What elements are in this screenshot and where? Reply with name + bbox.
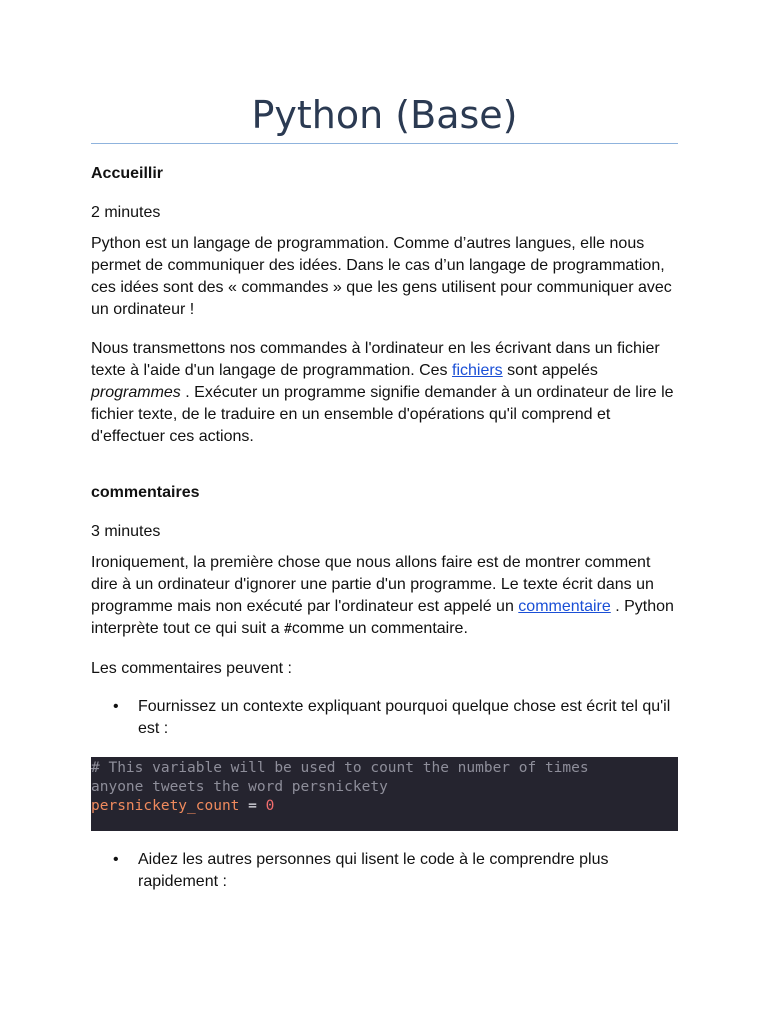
code-operator: = <box>239 798 266 814</box>
commentaire-link[interactable]: commentaire <box>518 598 611 615</box>
page-title: Python (Base) <box>251 93 518 137</box>
list-item-text: Fournissez un contexte expliquant pourquoi quelque chose est écrit tel qu'il est : <box>138 698 671 737</box>
section-paragraph <box>91 338 678 448</box>
section-paragraph: Python est un langage de programmation. Comme d’autres langues, elle nous permet de communiquer des idées. Dans le cas d’un langage de programmation, ces idées sont des « commandes » que les gens utilisent pour communiquer avec un ordinateur ! <box>91 235 672 318</box>
section-duration: 2 minutes <box>91 204 161 221</box>
code-variable: persnickety_count <box>91 798 240 814</box>
section-heading-accueillir: Accueillir <box>91 165 164 182</box>
paragraph-text: sont appelés <box>502 362 598 379</box>
list-item <box>91 849 678 893</box>
paragraph-text: . Python interprète tout ce qui suit a <box>91 598 674 637</box>
code-comment: # This variable will be used to count the number of times <box>91 760 589 776</box>
list-item <box>91 696 678 740</box>
paragraph-text: Ironiquement, la première chose que nous allons faire est de montrer comment dire à un ordinateur d'ignorer une partie d'un programme. Le texte écrit dans un programme mais non exécuté par l'ordinateur est appelé un <box>91 554 654 615</box>
list-item-text: Aidez les autres personnes qui lisent le code à le comprendre plus rapidement : <box>138 851 609 890</box>
emphasis-text: programmes <box>91 384 181 401</box>
paragraph-text: comme un commentaire. <box>291 620 468 637</box>
code-number: 0 <box>265 798 275 814</box>
fichiers-link[interactable]: fichiers <box>452 362 503 379</box>
document-page <box>91 0 678 893</box>
section-duration: 3 minutes <box>91 523 161 540</box>
section-paragraph: Les commentaires peuvent : <box>91 660 292 677</box>
bullet-list <box>91 849 678 893</box>
bullet-list <box>91 696 678 740</box>
section-paragraph <box>91 552 678 641</box>
section-heading-commentaires: commentaires <box>91 484 200 501</box>
title-underline <box>91 143 678 144</box>
inline-code: # <box>284 622 292 637</box>
code-block <box>91 757 678 831</box>
bullet-icon: • <box>113 698 119 715</box>
paragraph-text: Nous transmettons nos commandes à l'ordinateur en les écrivant dans un fichier texte à l'aide d'un langage de programmation. Ces <box>91 340 660 379</box>
bullet-icon: • <box>113 851 119 868</box>
code-comment: anyone tweets the word persnickety <box>91 779 388 795</box>
paragraph-text: . Exécuter un programme signifie demander à un ordinateur de lire le fichier texte, de le traduire en un ensemble d'opérations qu'il comprend et d'effectuer ces actions. <box>91 384 674 445</box>
